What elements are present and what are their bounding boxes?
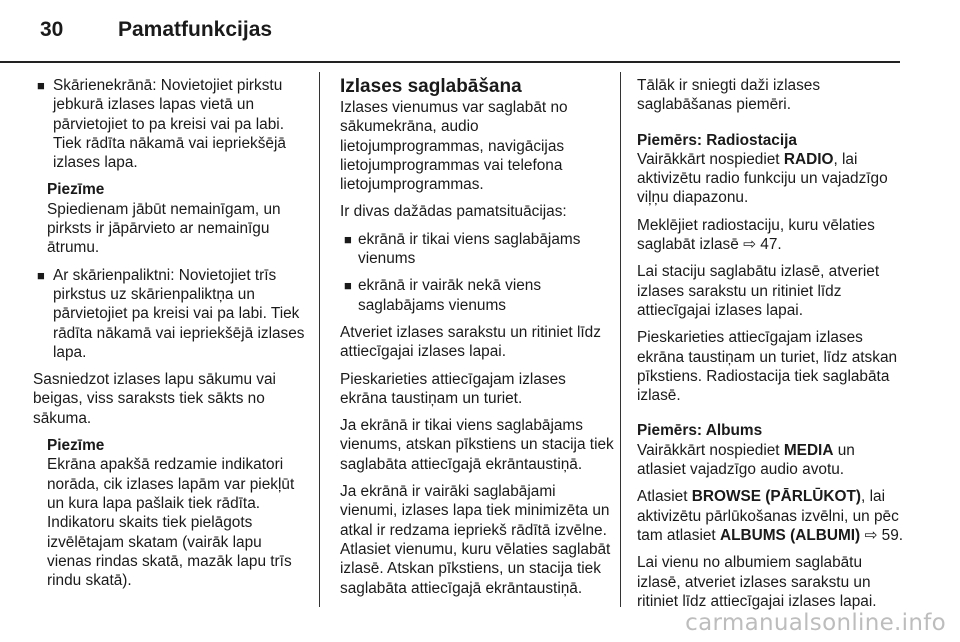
column-divider-1 [319, 72, 320, 607]
paragraph-search-station: Meklējiet radiostaciju, kuru vēlaties saglabāt izlasē ⇨ 47. [637, 216, 875, 254]
paragraph-list-wrap: Sasniedzot izlases lapu sākumu vai beigas, viss saraksts tiek sākts no sākuma. [33, 371, 276, 427]
example-radio: Piemērs: Radiostacija Vairākkārt nospiediet RADIO, lai aktivizētu radio funkciju un vajadzīgo viļņu diapazonu. [637, 131, 905, 208]
note-1-text: Spiedienam jābūt nemainīgam, un pirksts ir jāpārvieto ar nemainīgu ātrumu. [47, 200, 281, 257]
note-2-title: Piezīme [47, 437, 105, 455]
paragraph-multiple-case: Ja ekrānā ir vairāki saglabājami vienumi, izlases lapa tiek minimizēta un atkal ir redzama iepriekš rādītā izvēlne. Atlasiet vienumu, kuru vēlaties saglabāt izlasē. Atskan pīkstiens, un stacija tiek saglabāta attiecīgajā ekrāntaustiņā. [340, 483, 611, 597]
page-title: Pamatfunkcijas [118, 18, 273, 41]
note-2-text: Ekrāna apakšā redzamie indikatori norāda, cik izlases lapām var piekļūt un kura lapa pašlaik tiek rādīta. Indikatoru skaits tiek pielāgots izvēlētajam skatam (vairāk lapu vienas rindas skatā, mazāk lapu trīs rindu skatā). [47, 456, 295, 590]
example-album: Piemērs: Albums Vairākkārt nospiediet MEDIA un atlasiet vajadzīgo audio avotu. [637, 421, 905, 479]
example-album-title: Piemērs: Albums [637, 422, 763, 440]
column-2 [340, 76, 615, 606]
bullet-multiple-items: ■ ekrānā ir vairāk nekā viens saglabājams vienums [340, 276, 615, 315]
page-header [40, 18, 272, 42]
paragraph-save-station: Lai staciju saglabātu izlasē, atveriet izlases sarakstu un ritiniet līdz attiecīgajai izlases lapai. [637, 263, 880, 319]
paragraph-open-list: Atveriet izlases sarakstu un ritiniet līdz attiecīgajai izlases lapai. [340, 323, 601, 361]
note-2 [33, 436, 308, 590]
page-number: 30 [40, 18, 64, 41]
section-heading: Izlases saglabāšana [340, 76, 522, 97]
bullet-touchpad: ■ Ar skārienpaliktni: Novietojiet trīs pirkstus uz skārienpaliktņa un pārvietojiet pa kreisi vai pa labi. Tiek rādīta nākamā vai iepriekšējā izlases lapa. [33, 266, 308, 362]
paragraph-examples-intro: Tālāk ir sniegti daži izlases saglabāšanas piemēri. [637, 77, 821, 114]
note-1 [33, 180, 308, 257]
example-radio-title: Piemērs: Radiostacija [637, 131, 797, 149]
header-rule [0, 61, 900, 63]
paragraph-touch-station: Pieskarieties attiecīgajam izlases ekrāna taustiņam un turiet, līdz atskan pīkstiens. Radiostacija tiek saglabāta izlasē. [637, 329, 898, 405]
bullet-single-item: ■ ekrānā ir tikai viens saglabājams vienums [340, 230, 615, 269]
column-divider-2 [620, 72, 621, 607]
paragraph-intro: Izlases vienumus var saglabāt no sākumekrāna, audio lietojumprogrammas, navigācijas lietojumprogrammas vai telefona lietojumprogrammas. [340, 99, 568, 194]
paragraph-touch-hold: Pieskarieties attiecīgajam izlases ekrāna taustiņam un turiet. [340, 370, 566, 407]
radio-key: RADIO [783, 150, 834, 168]
column-1 [33, 76, 308, 598]
column-3 [637, 76, 905, 619]
paragraph-browse: Atlasiet BROWSE (PĀRLŪKOT), lai aktivizētu pārlūkošanas izvēlni, un pēc tam atlasiet ALBUMS (ALBUMI) ⇨ 59. [637, 488, 904, 544]
paragraph-single-case: Ja ekrānā ir tikai viens saglabājams vienums, atskan pīkstiens un stacija tiek saglabāta attiecīgajā ekrāntaustiņā. [340, 417, 614, 473]
media-key: MEDIA [783, 441, 834, 459]
watermark: carmanualsonline.info [685, 610, 946, 636]
bullet-touchscreen: ■ Skārienekrānā: Novietojiet pirkstu jebkurā izlases lapas vietā un pārvietojiet to pa kreisi vai pa labi. Tiek rādīta nākamā vai iepriekšējā izlases lapa. [33, 76, 308, 172]
paragraph-save-album: Lai vienu no albumiem saglabātu izlasē, atveriet izlases sarakstu un ritiniet līdz attiecīgajai izlases lapai. [637, 554, 877, 610]
paragraph-situations: Ir divas dažādas pamatsituācijas: [340, 203, 567, 221]
browse-key: BROWSE (PĀRLŪKOT) [691, 488, 862, 506]
note-1-title: Piezīme [47, 181, 105, 199]
albums-key: ALBUMS (ALBUMI) [719, 526, 861, 544]
